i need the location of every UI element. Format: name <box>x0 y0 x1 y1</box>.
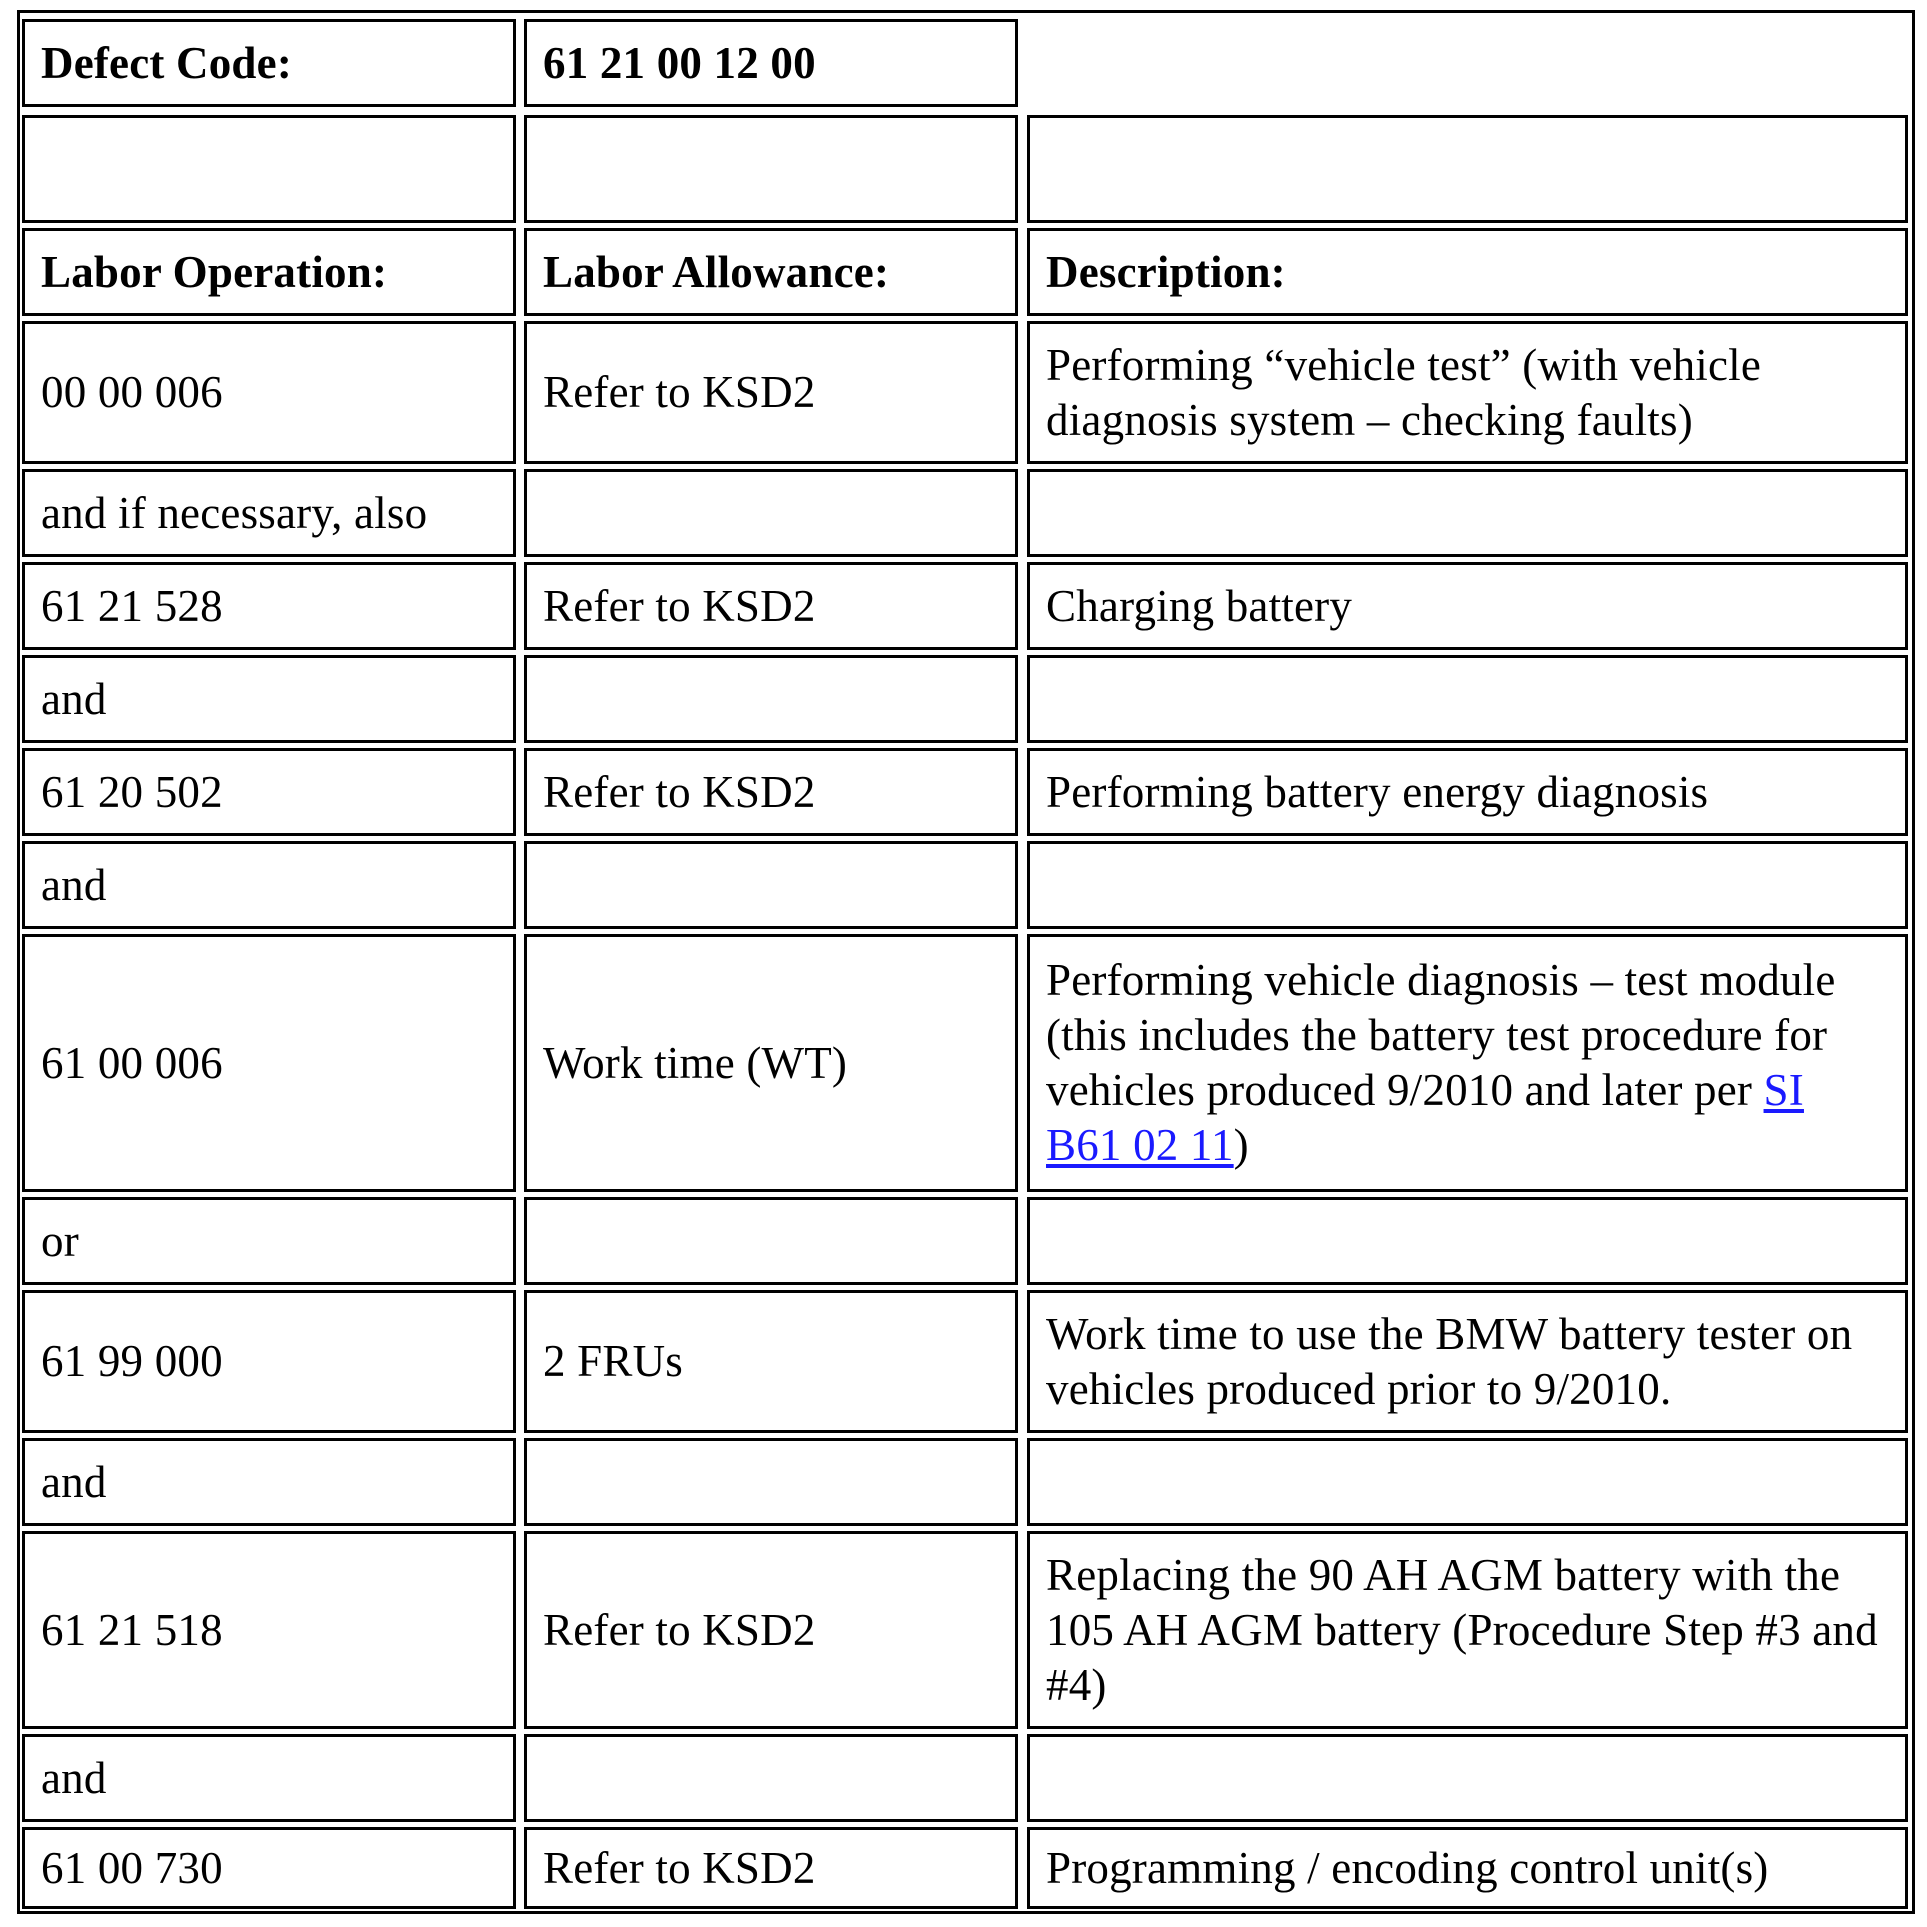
labor-operation-cell: 61 99 000 <box>22 1290 516 1433</box>
description-prefix: Performing vehicle diagnosis – test module (this includes the battery test procedure for vehicles produced 9/2010 and later per <box>1046 955 1836 1115</box>
labor-allowance-cell: Refer to KSD2 <box>524 748 1018 836</box>
description-suffix: ) <box>1233 1120 1249 1170</box>
labor-operation-cell: 61 00 730 <box>22 1827 516 1909</box>
empty-cell <box>22 115 516 223</box>
labor-operation-cell: 61 21 518 <box>22 1531 516 1729</box>
empty-cell <box>524 115 1018 223</box>
description-cell: Replacing the 90 AH AGM battery with the 105 AH AGM battery (Procedure Step #3 and #4) <box>1027 1531 1908 1729</box>
defect-code-value: 61 21 00 12 00 <box>524 19 1018 107</box>
labor-allowance-cell: Refer to KSD2 <box>524 321 1018 464</box>
labor-operation-cell: and <box>22 841 516 929</box>
labor-operation-cell: 61 21 528 <box>22 562 516 650</box>
labor-allowance-cell: 2 FRUs <box>524 1290 1018 1433</box>
labor-operation-cell: and <box>22 1734 516 1822</box>
labor-table <box>17 10 1915 1914</box>
si-reference-link[interactable]: SI B61 02 11 <box>1046 1065 1804 1170</box>
empty-cell <box>1027 115 1908 223</box>
labor-operation-cell: or <box>22 1197 516 1285</box>
labor-allowance-cell <box>524 1734 1018 1822</box>
labor-operation-cell: 00 00 006 <box>22 321 516 464</box>
description-cell <box>1027 1197 1908 1285</box>
labor-operation-cell: and if necessary, also <box>22 469 516 557</box>
description-cell: Work time to use the BMW battery tester on vehicles produced prior to 9/2010. <box>1027 1290 1908 1433</box>
description-cell <box>1027 655 1908 743</box>
description-cell <box>1027 934 1908 1192</box>
labor-operation-cell: 61 00 006 <box>22 934 516 1192</box>
labor-allowance-cell <box>524 469 1018 557</box>
description-cell: Performing battery energy diagnosis <box>1027 748 1908 836</box>
header-description: Description: <box>1027 228 1908 316</box>
labor-allowance-cell <box>524 655 1018 743</box>
labor-allowance-cell <box>524 1438 1018 1526</box>
description-cell: Programming / encoding control unit(s) <box>1027 1827 1908 1909</box>
header-labor-operation: Labor Operation: <box>22 228 516 316</box>
labor-operation-cell: and <box>22 655 516 743</box>
labor-allowance-cell: Work time (WT) <box>524 934 1018 1192</box>
labor-allowance-cell: Refer to KSD2 <box>524 562 1018 650</box>
description-cell <box>1027 469 1908 557</box>
labor-operation-cell: 61 20 502 <box>22 748 516 836</box>
description-cell: Performing “vehicle test” (with vehicle diagnosis system – checking faults) <box>1027 321 1908 464</box>
labor-allowance-cell: Refer to KSD2 <box>524 1827 1018 1909</box>
defect-code-label: Defect Code: <box>22 19 516 107</box>
description-cell: Charging battery <box>1027 562 1908 650</box>
description-cell <box>1027 1438 1908 1526</box>
header-labor-allowance: Labor Allowance: <box>524 228 1018 316</box>
labor-operation-cell: and <box>22 1438 516 1526</box>
description-text <box>1046 953 1889 1173</box>
labor-allowance-cell <box>524 841 1018 929</box>
description-cell <box>1027 841 1908 929</box>
labor-allowance-cell <box>524 1197 1018 1285</box>
description-cell <box>1027 1734 1908 1822</box>
labor-allowance-cell: Refer to KSD2 <box>524 1531 1018 1729</box>
